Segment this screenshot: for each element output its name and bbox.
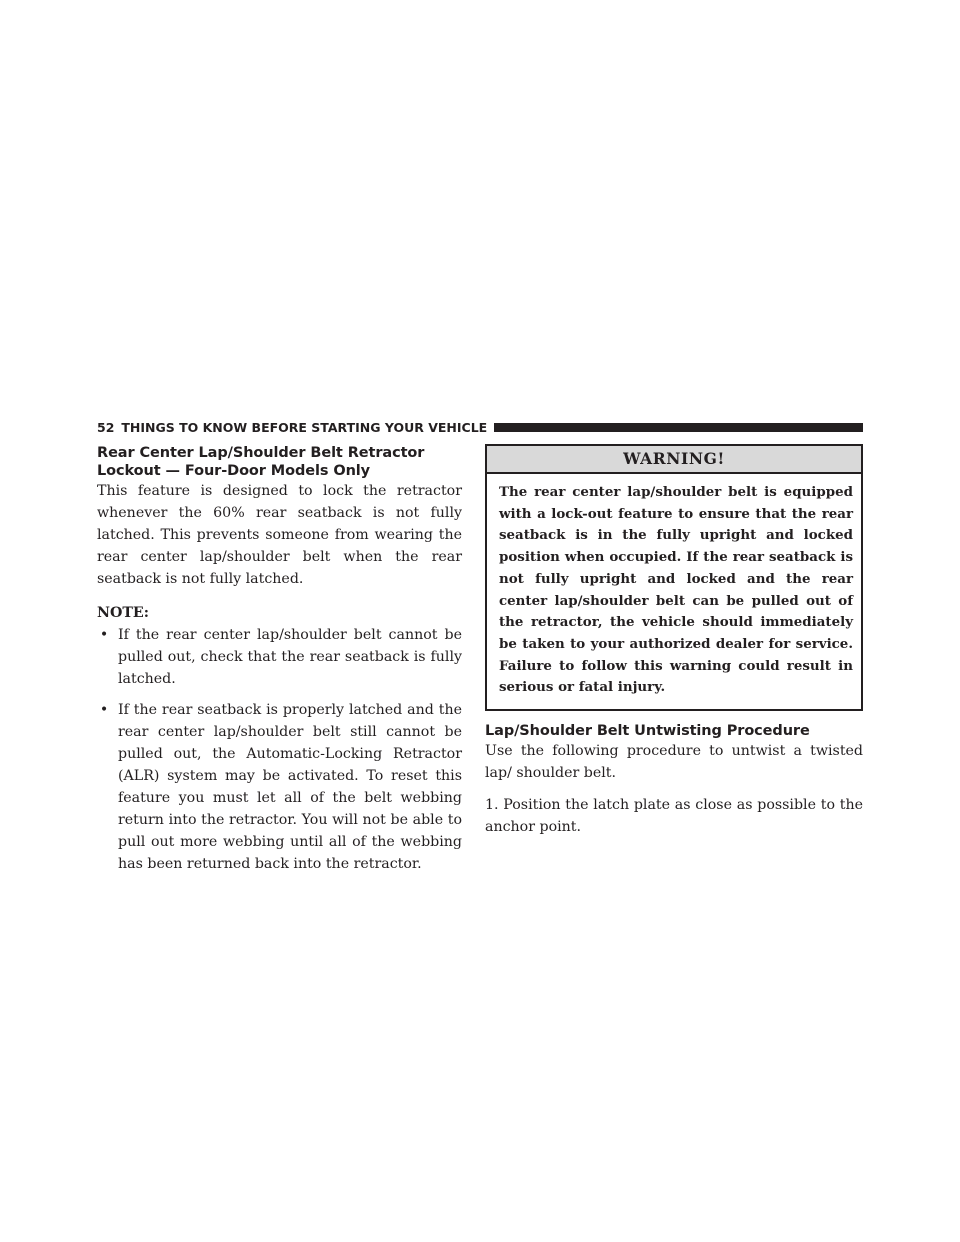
- bullet-text: If the rear center lap/shoulder belt cannot be pulled out, check that the rear seatback is fully latched.: [118, 627, 462, 687]
- warning-text: The rear center lap/shoulder belt is equipped with a lock-out feature to ensure that the rear seatback is in the fully upright and locked position when occupied. If the rear seatback is not fully upright and locked and the rear center lap/shoulder belt can be pulled out of the retractor, the vehicle should immediately be taken to your authorized dealer for service. Failure to follow this warning could result in serious or fatal injury.: [499, 484, 853, 696]
- bullet-icon: •: [99, 627, 109, 643]
- page-header: [97, 417, 863, 437]
- untwisting-step-1: 1. Position the latch plate as close as possible to the anchor point.: [485, 797, 863, 836]
- heading-line-1: Rear Center Lap/Shoulder Belt Retractor: [97, 445, 425, 461]
- section-body-text: This feature is designed to lock the retractor whenever the 60% rear seatback is not fully latched. This prevents someone from wearing the rear center lap/shoulder belt when the rear seatback is not fully latched.: [97, 483, 462, 587]
- bullet-text: If the rear seatback is properly latched and the rear center lap/shoulder belt still cannot be pulled out, the Automatic-Locking Retractor (ALR) system may be activated. To reset this feature you must let all of the belt webbing return into the retractor. You will not be able to pull out more webbing until all of the webbing has been returned back into the retractor.: [118, 702, 462, 872]
- bullet-icon: •: [99, 702, 109, 718]
- section-heading-retractor-lockout: [97, 444, 462, 480]
- untwisting-section: [485, 722, 863, 838]
- warning-title: WARNING!: [487, 446, 861, 474]
- section-heading-untwisting: Lap/Shoulder Belt Untwisting Procedure: [485, 723, 810, 740]
- right-column: [485, 444, 863, 838]
- warning-box: [485, 444, 863, 711]
- heading-line-2: Lockout — Four-Door Models Only: [97, 463, 371, 479]
- note-bullet-list: [97, 624, 462, 875]
- left-column: [97, 444, 462, 884]
- page-number: 52: [97, 419, 115, 435]
- header-rule: [494, 423, 863, 432]
- list-item: [97, 699, 462, 875]
- running-header-title: THINGS TO KNOW BEFORE STARTING YOUR VEHICLE: [121, 419, 488, 435]
- note-label: NOTE:: [97, 605, 149, 621]
- untwisting-intro: Use the following procedure to untwist a twisted lap/ shoulder belt.: [485, 743, 863, 782]
- list-item: [97, 624, 462, 690]
